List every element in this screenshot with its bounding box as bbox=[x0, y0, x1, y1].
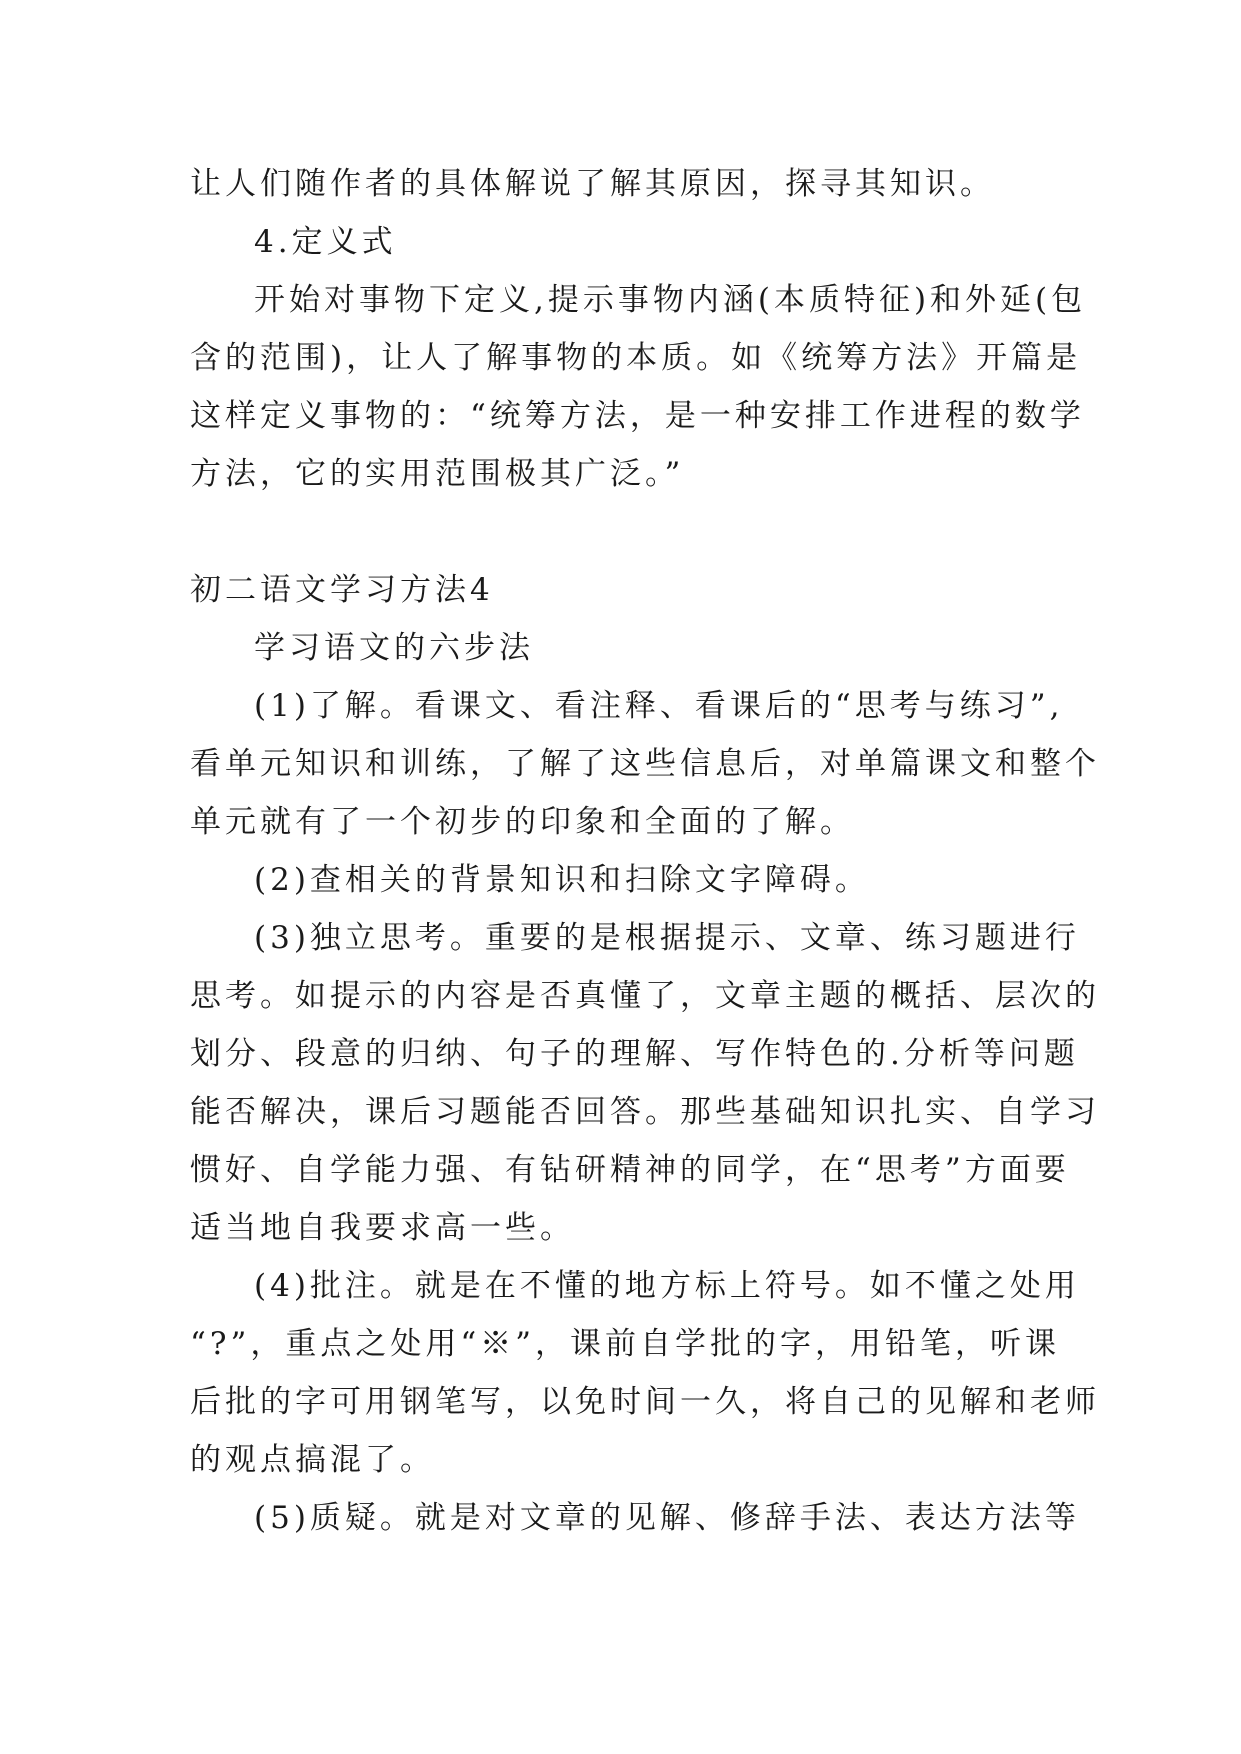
text-line: 让人们随作者的具体解说了解其原因，探寻其知识。 bbox=[190, 166, 995, 202]
text-line: 后批的字可用钢笔写，以免时间一久，将自己的见解和老师 bbox=[190, 1384, 1100, 1420]
text-line: (2)查相关的背景知识和扫除文字障碍。 bbox=[254, 862, 870, 898]
text-line: 看单元知识和训练，了解了这些信息后，对单篇课文和整个 bbox=[190, 746, 1100, 782]
text-line: 适当地自我要求高一些。 bbox=[190, 1210, 575, 1246]
paragraph-gap bbox=[190, 503, 1055, 561]
text-line: 划分、段意的归纳、句子的理解、写作特色的.分析等问题 bbox=[190, 1036, 1079, 1072]
text-line: 初二语文学习方法4 bbox=[190, 572, 494, 608]
text-line: 4.定义式 bbox=[254, 224, 397, 260]
text-line: 方法，它的实用范围极其广泛。” bbox=[190, 456, 685, 492]
text-line: 含的范围)，让人了解事物的本质。如《统筹方法》开篇是 bbox=[190, 340, 1082, 376]
text-line: 这样定义事物的：“统筹方法，是一种安排工作进程的数学 bbox=[190, 398, 1085, 434]
document-body bbox=[190, 155, 1100, 1547]
text-line: 能否解决，课后习题能否回答。那些基础知识扎实、自学习 bbox=[190, 1094, 1100, 1130]
text-line: 学习语文的六步法 bbox=[254, 630, 534, 666]
text-line: 的观点搞混了。 bbox=[190, 1442, 435, 1478]
text-line: 思考。如提示的内容是否真懂了，文章主题的概括、层次的 bbox=[190, 978, 1100, 1014]
text-line: 开始对事物下定义,提示事物内涵(本质特征)和外延(包 bbox=[254, 282, 1087, 318]
text-line: (4)批注。就是在不懂的地方标上符号。如不懂之处用 bbox=[254, 1268, 1080, 1304]
text-line: (1)了解。看课文、看注释、看课后的“思考与练习”, bbox=[254, 688, 1064, 724]
text-line: (3)独立思考。重要的是根据提示、文章、练习题进行 bbox=[254, 920, 1080, 956]
text-line: 惯好、自学能力强、有钻研精神的同学，在“思考”方面要 bbox=[190, 1152, 1070, 1188]
text-line: 单元就有了一个初步的印象和全面的了解。 bbox=[190, 804, 855, 840]
text-line: “?”，重点之处用“※”，课前自学批的字，用铅笔，听课 bbox=[190, 1326, 1061, 1362]
text-line: (5)质疑。就是对文章的见解、修辞手法、表达方法等 bbox=[254, 1500, 1080, 1536]
